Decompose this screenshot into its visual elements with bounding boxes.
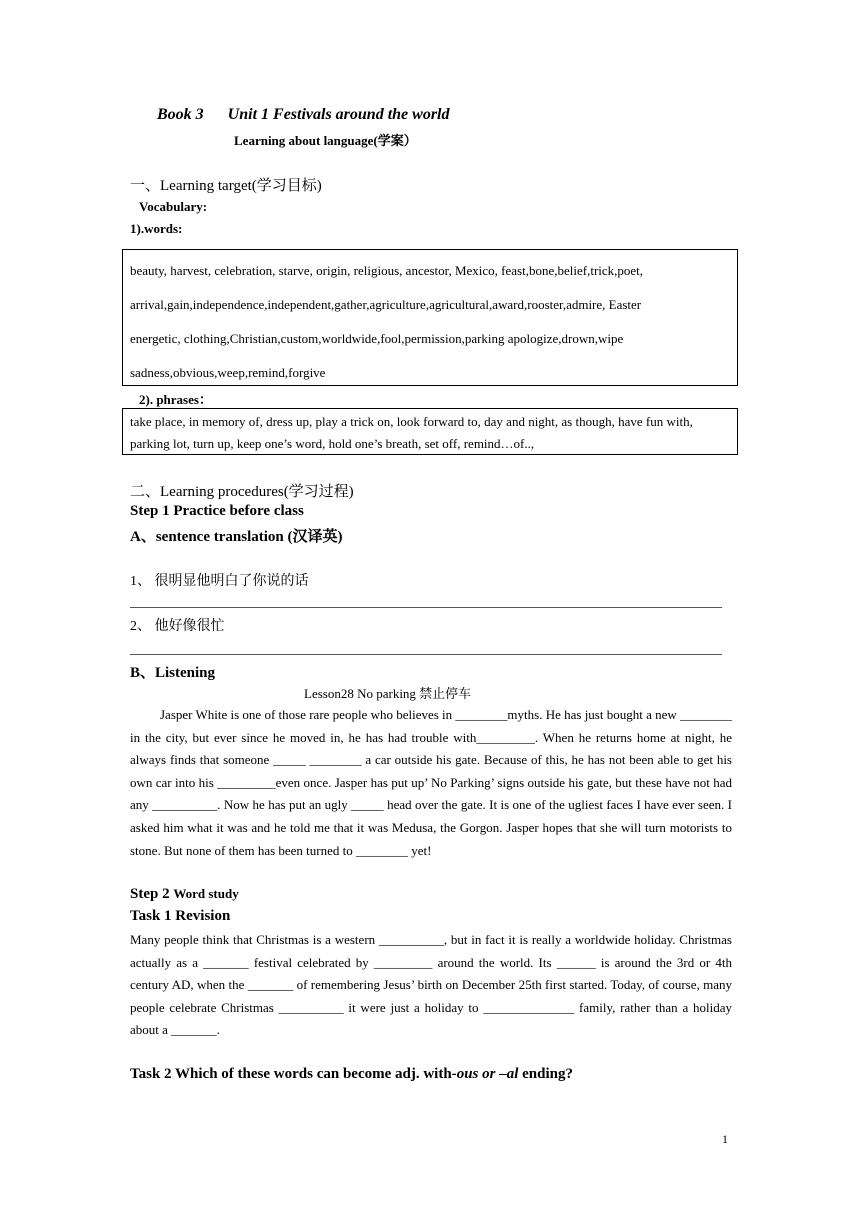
listening-passage bbox=[130, 704, 732, 862]
task1-passage bbox=[130, 929, 732, 1042]
step2-label: Step 2 bbox=[130, 886, 170, 902]
answer-line-1[interactable] bbox=[130, 607, 722, 608]
phrases-label: 2). phrases： bbox=[139, 392, 212, 407]
book-label: Book 3 bbox=[157, 106, 204, 123]
answer-line-2[interactable] bbox=[130, 654, 722, 655]
step1-heading: Step 1 Practice before class bbox=[130, 503, 304, 519]
words-line: beauty, harvest, celebration, starve, origin, religious, ancestor, Mexico, feast,bone,belief,trick,poet, bbox=[130, 263, 644, 278]
listening-text: Jasper White is one of those rare people who believes in ________myths. He has just bought a new ________ in the city, but ever since he moved in, he has had trouble with_________. When he returns home at night, he always finds that someone _____ ________ a car outside his gate. Because of this, he has not been able to get his own car into his _________even once. Jasper has put up’ No Parking’ signs outside his gate, but these have not had any __________. Now he has put an ugly _____ head over the gate. It is one of the ugliest faces I have ever seen. I asked him what it was and he told me that it was Medusa, the Gorgon. Jasper hopes that she will turn motorists to stone. But none of them has been turned to ________ yet! bbox=[130, 707, 733, 858]
phrases-box bbox=[122, 408, 738, 455]
task2-text-c: ending? bbox=[518, 1066, 573, 1082]
page-number: 1 bbox=[722, 1132, 728, 1146]
unit-title: Unit 1 Festivals around the world bbox=[227, 106, 450, 123]
part-a-heading: A、sentence translation (汉译英) bbox=[130, 529, 343, 545]
task2-text-b: ous or –al bbox=[456, 1066, 519, 1082]
words-line: arrival,gain,independence,independent,gather,agriculture,agricultural,award,rooster,admire, Easter bbox=[130, 297, 642, 312]
phrases-text: take place, in memory of, dress up, play a trick on, look forward to, day and night, as though, have fun with, parking lot, turn up, keep one’s word, hold one’s breath, set off, remind…of.., bbox=[130, 414, 693, 451]
vocabulary-label: Vocabulary: bbox=[139, 199, 208, 214]
words-line: energetic, clothing,Christian,custom,worldwide,fool,permission,parking apologize,drown,wipe bbox=[130, 331, 624, 346]
task1-heading: Task 1 Revision bbox=[130, 908, 231, 924]
lesson-title: Lesson28 No parking 禁止停车 bbox=[304, 686, 472, 701]
translation-question-1: 1、 很明显他明白了你说的话 bbox=[130, 574, 309, 589]
words-line: sadness,obvious,weep,remind,forgive bbox=[130, 365, 326, 380]
document-subtitle: Learning about language(学案） bbox=[234, 133, 417, 148]
section2-heading: 二、Learning procedures(学习过程) bbox=[130, 484, 354, 500]
task1-text: Many people think that Christmas is a western __________, but in fact it is really a worldwide holiday. Christmas actually as a _______ festival celebrated by _________ around the world. Its ______ is around the 3rd or 4th century AD, when the _______ of remembering Jesus’ birth on December 25th first started. Today, of course, many people celebrate Christmas __________ it were just a holiday to ______________ family, rather than a holiday about a _______. bbox=[130, 932, 732, 1038]
task2-heading bbox=[130, 1066, 573, 1083]
step2-subtitle: Word study bbox=[173, 886, 239, 901]
step2-heading bbox=[130, 886, 239, 903]
section1-heading: 一、Learning target(学习目标) bbox=[130, 178, 322, 194]
translation-question-2: 2、 他好像很忙 bbox=[130, 619, 225, 634]
words-box bbox=[122, 249, 738, 386]
words-label: 1).words: bbox=[130, 221, 183, 236]
part-b-heading: B、Listening bbox=[130, 665, 216, 681]
task2-text-a: Task 2 Which of these words can become adj. with- bbox=[130, 1066, 457, 1082]
document-title bbox=[157, 106, 450, 124]
